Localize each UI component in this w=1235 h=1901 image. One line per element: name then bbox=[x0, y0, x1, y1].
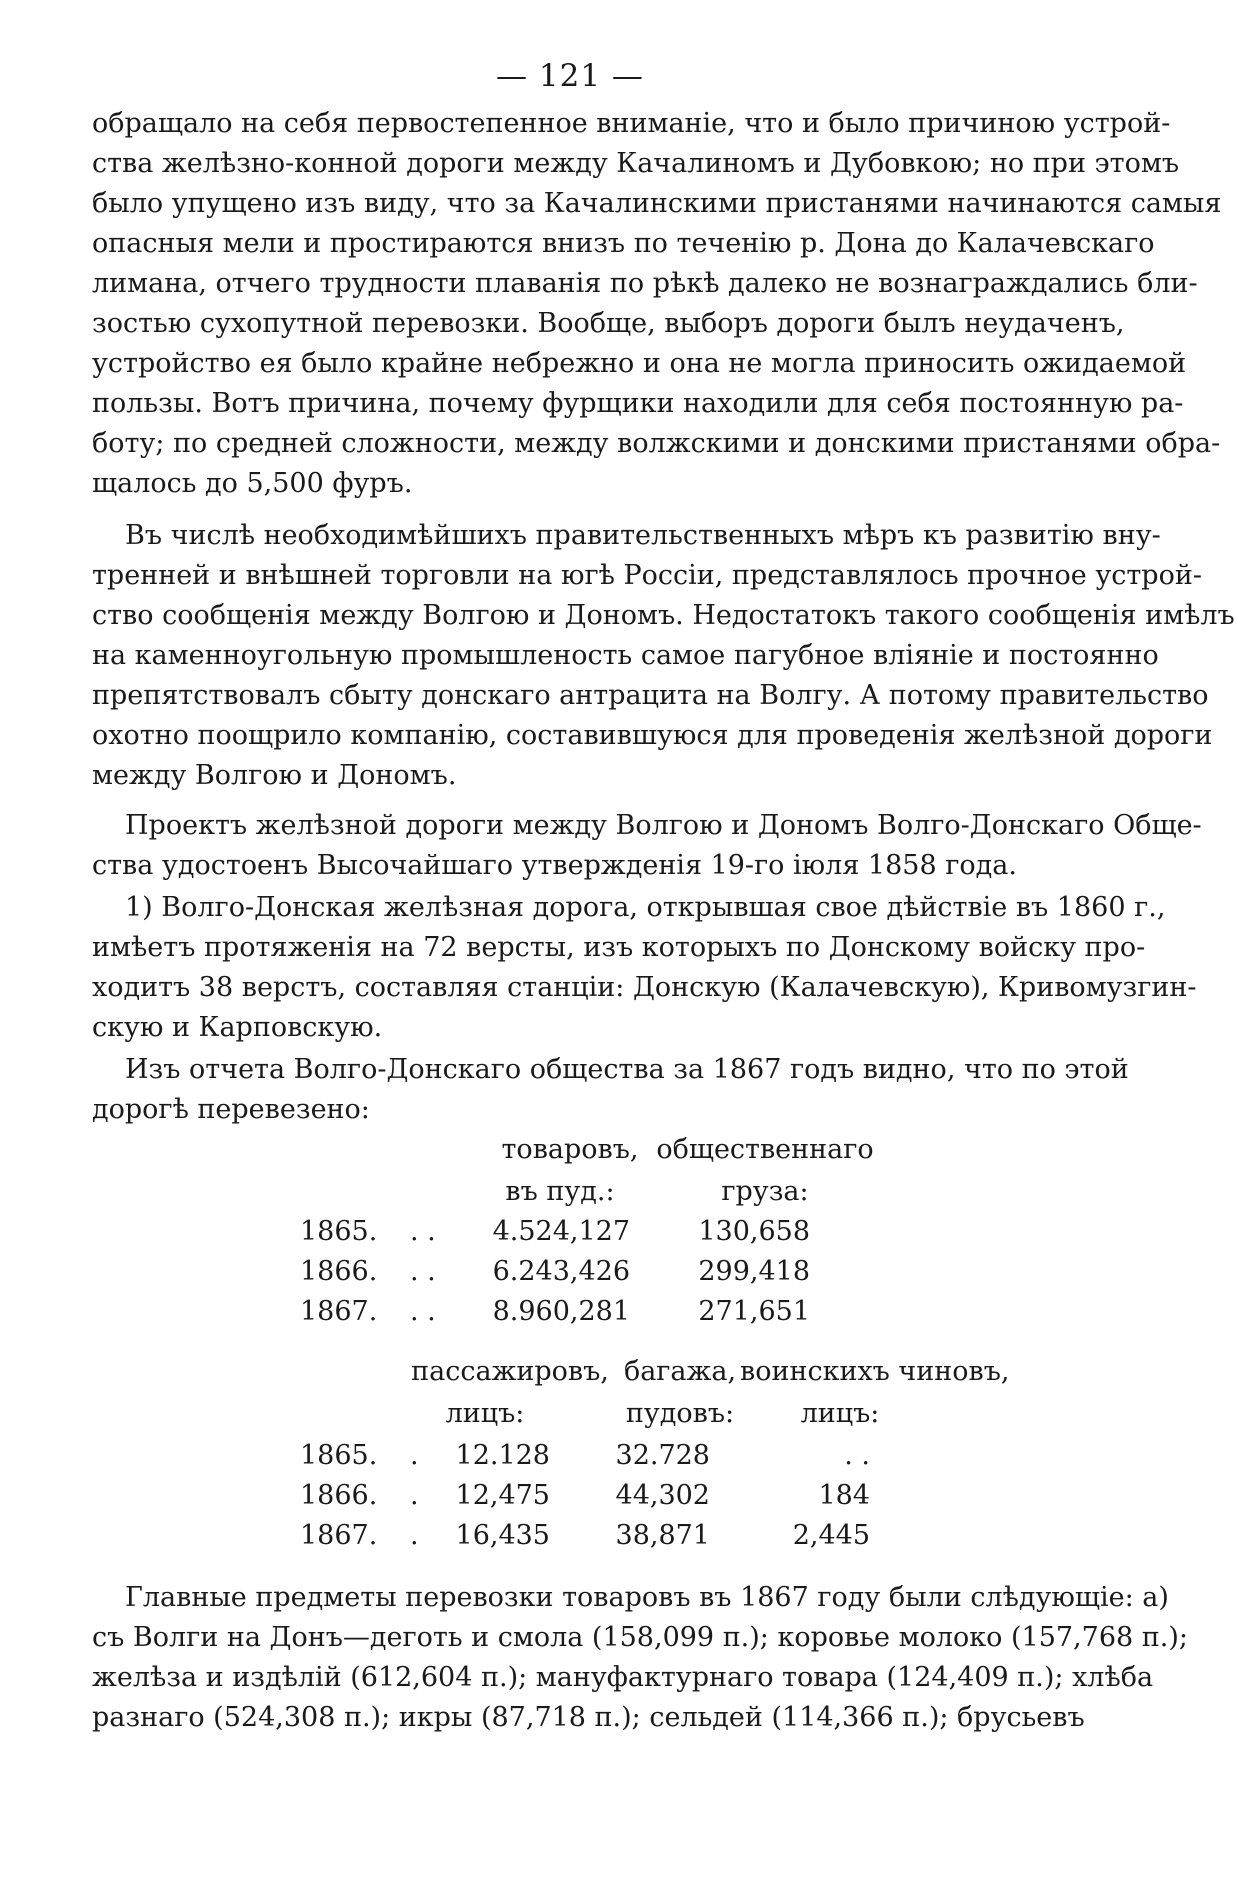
text-line: 1) Волго-Донская желѣзная дорога, открывшая свое дѣйствіе въ 1860 г., bbox=[125, 892, 1166, 923]
military-value: 2,445 bbox=[792, 1520, 870, 1551]
row-year: 1867. bbox=[300, 1296, 378, 1327]
column-header: груза: bbox=[721, 1176, 809, 1207]
row-year: 1866. bbox=[300, 1256, 378, 1287]
military-value: 184 bbox=[818, 1480, 870, 1511]
column-header: пассажировъ, bbox=[411, 1356, 609, 1387]
text-line: было упущено изъ виду, что за Качалинскими пристанями начинаются самыя bbox=[92, 188, 1222, 219]
column-header: воинскихъ чиновъ, bbox=[740, 1356, 1010, 1387]
text-line: Изъ отчета Волго-Донскаго общества за 1867 годъ видно, что по этой bbox=[125, 1054, 1129, 1085]
baggage-value: 44,302 bbox=[615, 1480, 710, 1511]
text-line: боту; по средней сложности, между волжскими и донскими пристанями обра- bbox=[92, 428, 1221, 459]
baggage-value: 38,871 bbox=[615, 1520, 710, 1551]
row-leader: . . bbox=[410, 1216, 436, 1247]
text-line: Проектъ желѣзной дороги между Волгою и Дономъ Волго-Донскаго Обще- bbox=[125, 810, 1202, 841]
text-line: лимана, отчего трудности плаванія по рѣкѣ далеко не вознаграждались бли- bbox=[92, 268, 1198, 299]
column-header: багажа, bbox=[623, 1356, 737, 1387]
text-line: опасныя мели и простираются внизъ по теченію р. Дона до Калачевскаго bbox=[92, 228, 1155, 259]
goods-value: 6.243,426 bbox=[492, 1256, 630, 1287]
text-line: ства удостоенъ Высочайшаго утвержденія 19-го іюля 1858 года. bbox=[92, 850, 1017, 881]
text-line: препятствовалъ сбыту донскаго антрацита на Волгу. А потому правительство bbox=[92, 680, 1209, 711]
column-header: въ пуд.: bbox=[505, 1176, 615, 1207]
row-year: 1865. bbox=[300, 1216, 378, 1247]
text-line: дорогѣ перевезено: bbox=[92, 1094, 370, 1125]
baggage-value: 32.728 bbox=[615, 1440, 710, 1471]
row-year: 1866. bbox=[300, 1480, 378, 1511]
row-year: 1867. bbox=[300, 1520, 378, 1551]
row-leader: . bbox=[410, 1520, 419, 1551]
row-year: 1865. bbox=[300, 1440, 378, 1471]
text-line: Въ числѣ необходимѣйшихъ правительственныхъ мѣръ къ развитію вну- bbox=[125, 520, 1161, 551]
text-line: тренней и внѣшней торговли на югѣ Россіи, представлялось прочное устрой- bbox=[92, 560, 1202, 591]
text-line: зостью сухопутной перевозки. Вообще, выборъ дороги былъ неудаченъ, bbox=[92, 308, 1125, 339]
text-line: на каменноугольную промышленость самое пагубное вліяніе и постоянно bbox=[92, 640, 1159, 671]
text-line: ходитъ 38 верстъ, составляя станціи: Донскую (Калачевскую), Кривомузгин- bbox=[92, 972, 1197, 1003]
public-cargo-value: 271,651 bbox=[698, 1296, 810, 1327]
row-leader: . bbox=[410, 1440, 419, 1471]
column-header: лицъ: bbox=[445, 1398, 525, 1429]
goods-value: 8.960,281 bbox=[492, 1296, 630, 1327]
row-leader: . bbox=[410, 1480, 419, 1511]
passengers-value: 16,435 bbox=[455, 1520, 550, 1551]
text-line: ства желѣзно-конной дороги между Качалиномъ и Дубовкою; но при этомъ bbox=[92, 148, 1180, 179]
column-header: пудовъ: bbox=[625, 1398, 735, 1429]
text-line: скую и Карповскую. bbox=[92, 1012, 383, 1043]
column-header: товаровъ, bbox=[501, 1134, 639, 1165]
text-line: между Волгою и Дономъ. bbox=[92, 760, 457, 791]
text-line: разнаго (524,308 п.); икры (87,718 п.); сельдей (114,366 п.); брусьевъ bbox=[92, 1702, 1085, 1733]
row-leader: . . bbox=[410, 1256, 436, 1287]
page-number: — 121 — bbox=[496, 58, 644, 94]
text-line: охотно поощрило компанію, составившуюся для проведенія желѣзной дороги bbox=[92, 720, 1213, 751]
military-value: . . bbox=[844, 1440, 870, 1471]
goods-value: 4.524,127 bbox=[492, 1216, 630, 1247]
passengers-value: 12,475 bbox=[455, 1480, 550, 1511]
text-line: ство сообщенія между Волгою и Дономъ. Недостатокъ такого сообщенія имѣлъ bbox=[92, 600, 1235, 631]
column-header: общественнаго bbox=[656, 1134, 874, 1165]
text-line: Главные предметы перевозки товаровъ въ 1867 году были слѣдующіе: а) bbox=[125, 1582, 1169, 1613]
text-line: имѣетъ протяженія на 72 версты, изъ которыхъ по Донскому войску про- bbox=[92, 932, 1146, 963]
text-line: обращало на себя первостепенное вниманіе, что и было причиною устрой- bbox=[92, 108, 1171, 139]
text-line: щалось до 5,500 фуръ. bbox=[92, 468, 413, 499]
text-line: съ Волги на Донъ—деготь и смола (158,099 п.); коровье молоко (157,768 п.); bbox=[92, 1622, 1188, 1653]
row-leader: . . bbox=[410, 1296, 436, 1327]
public-cargo-value: 299,418 bbox=[698, 1256, 810, 1287]
column-header: лицъ: bbox=[800, 1398, 880, 1429]
passengers-value: 12.128 bbox=[455, 1440, 550, 1471]
text-line: пользы. Вотъ причина, почему фурщики находили для себя постоянную ра- bbox=[92, 388, 1184, 419]
text-line: устройство ея было крайне небрежно и она не могла приносить ожидаемой bbox=[92, 348, 1187, 379]
public-cargo-value: 130,658 bbox=[698, 1216, 810, 1247]
text-line: желѣза и издѣлій (612,604 п.); мануфактурнаго товара (124,409 п.); хлѣба bbox=[92, 1662, 1154, 1693]
